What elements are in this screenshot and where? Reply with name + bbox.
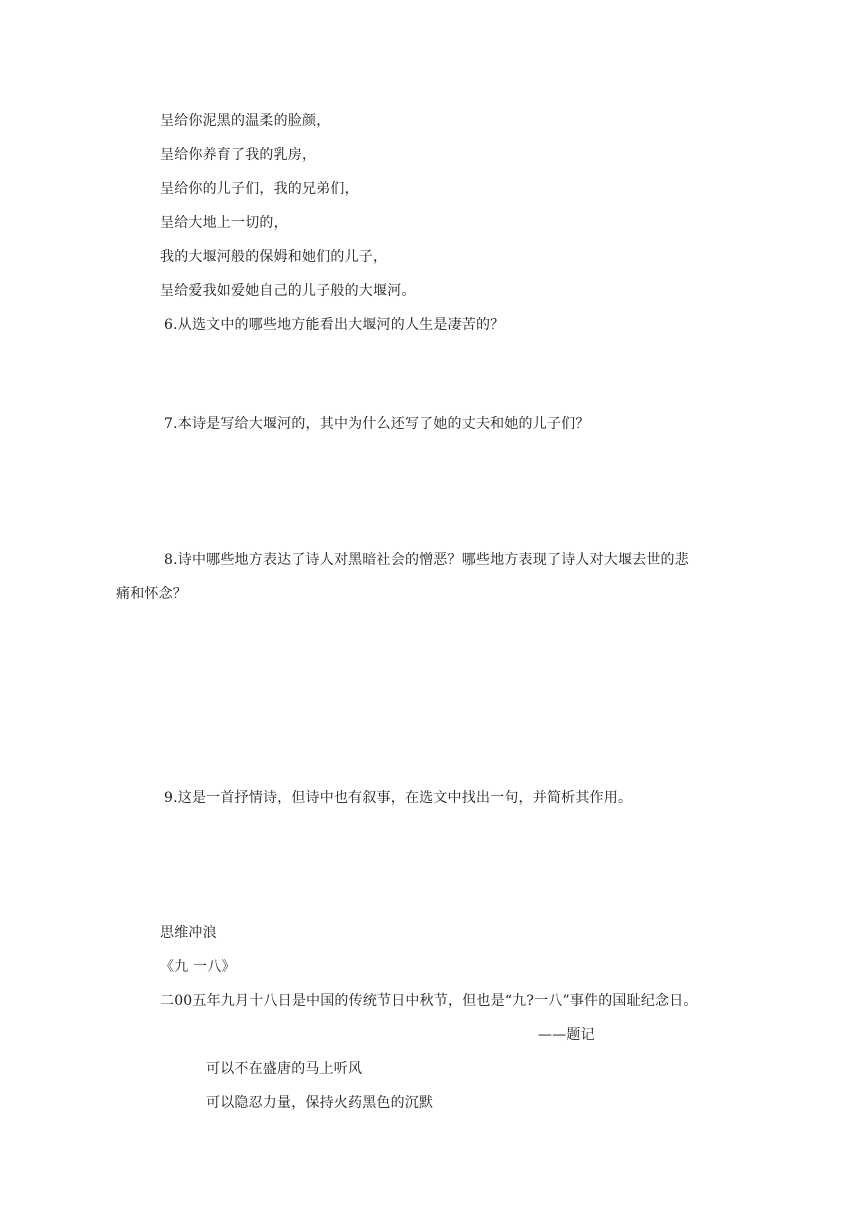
question-8-line-1: 8.诗中哪些地方表达了诗人对黑暗社会的憎恶？哪些地方表现了诗人对大堰去世的悲 xyxy=(164,552,689,568)
poem-line-3: 呈给你的儿子们，我的兄弟们， xyxy=(160,181,359,197)
section-heading: 思维冲浪 xyxy=(160,925,217,941)
inscription-attribution: ——题记 xyxy=(538,1027,595,1043)
question-8-line-2: 痛和怀念？ xyxy=(116,586,187,602)
question-7: 7.本诗是写给大堰河的，其中为什么还写了她的丈夫和她的儿子们？ xyxy=(164,416,590,432)
inscription-note: 二00五年九月十八日是中国的传统节日中秋节，但也是“九?一八”事件的国耻纪念日。 xyxy=(160,993,698,1009)
poem-line-2: 呈给你养育了我的乳房， xyxy=(160,147,317,163)
verse-line-2: 可以隐忍力量，保持火药黑色的沉默 xyxy=(206,1095,434,1111)
poem-line-5: 我的大堰河般的保姆和她们的儿子， xyxy=(160,249,388,265)
poem-line-6: 呈给爱我如爱她自己的儿子般的大堰河。 xyxy=(160,283,416,299)
question-6: 6.从选文中的哪些地方能看出大堰河的人生是凄苦的？ xyxy=(164,317,505,333)
poem-line-1: 呈给你泥黑的温柔的脸颜， xyxy=(160,113,331,129)
verse-line-1: 可以不在盛唐的马上听风 xyxy=(206,1061,363,1077)
poem-title: 《九 一八》 xyxy=(160,959,236,975)
question-9: 9.这是一首抒情诗，但诗中也有叙事，在选文中找出一句，并简析其作用。 xyxy=(164,790,633,806)
poem-line-4: 呈给大地上一切的， xyxy=(160,215,288,231)
